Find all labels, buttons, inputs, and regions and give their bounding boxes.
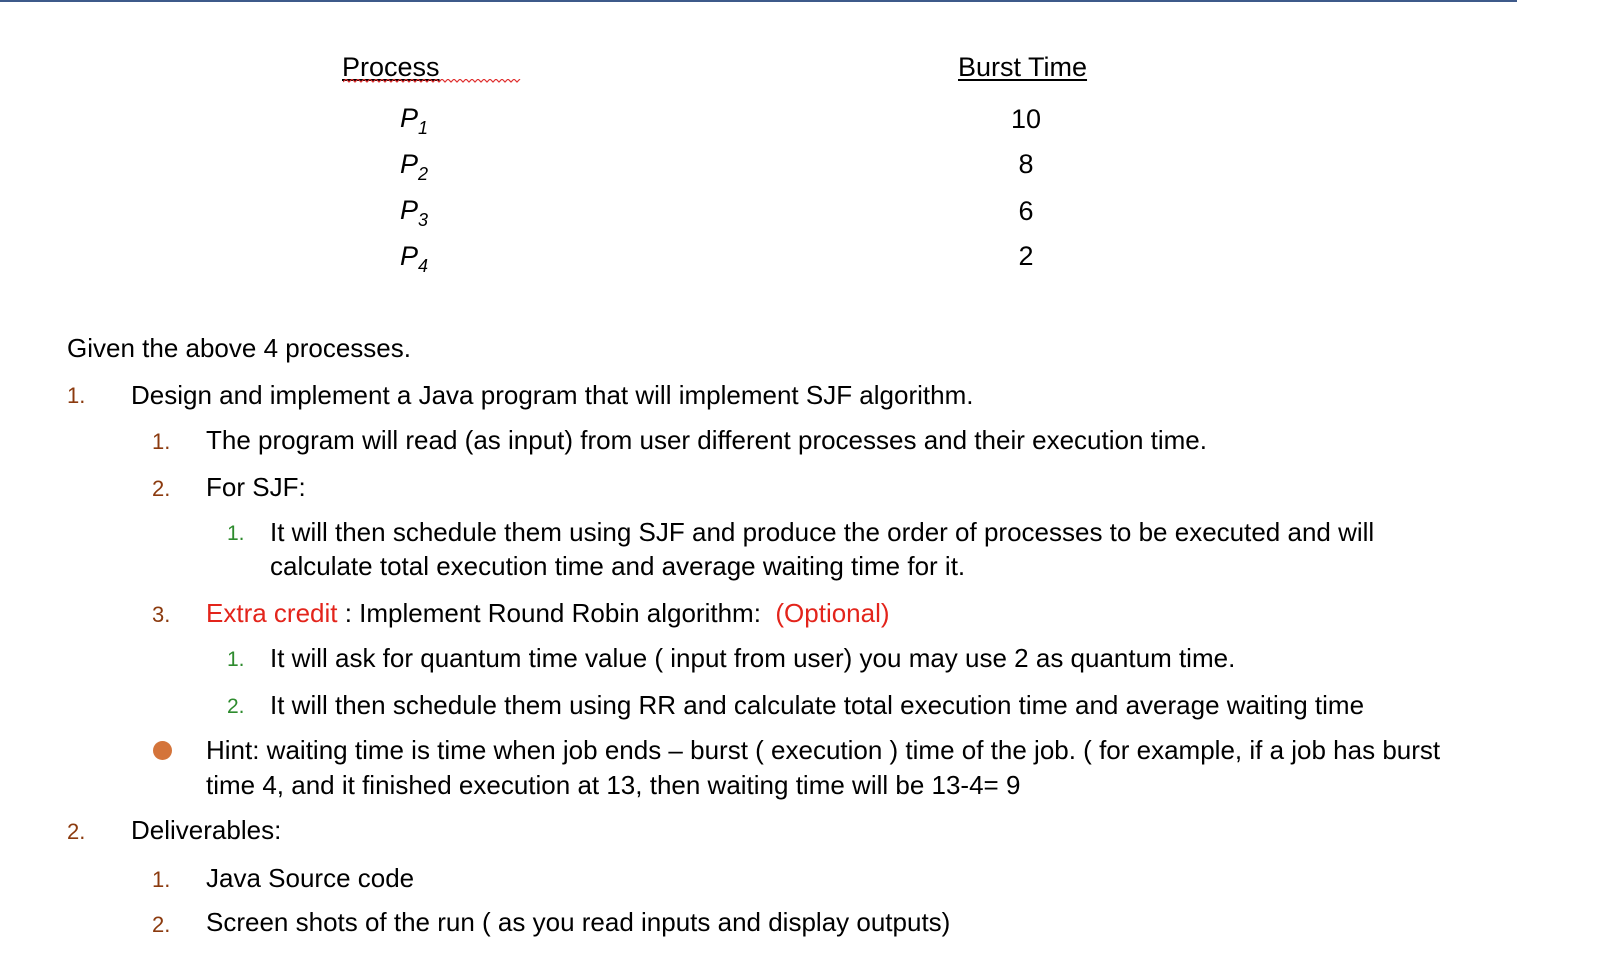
rr-sub2-number: 2. — [227, 695, 245, 718]
burst-p1: 10 — [1010, 104, 1042, 134]
item1-sub1-text: The program will read (as input) from user different processes and their execution time. — [206, 425, 1207, 455]
item1-sub1-number: 1. — [152, 429, 171, 454]
sjf-sub1-line1: It will then schedule them using SJF and produce the order of processes to be executed and will — [270, 517, 1375, 547]
optional-label: (Optional) — [775, 598, 890, 628]
item2-sub1-number: 1. — [152, 867, 171, 892]
top-divider — [0, 0, 1517, 2]
burst-p2: 8 — [1018, 149, 1034, 179]
hint-bullet-icon — [153, 741, 172, 760]
rr-sub1-number: 1. — [227, 648, 245, 671]
rr-sub2-text: It will then schedule them using RR and calculate total execution time and average waiting time — [270, 690, 1365, 720]
spellcheck-squiggle — [343, 79, 521, 85]
item1-sub3-line — [206, 598, 890, 629]
item1-sub3-number: 3. — [152, 602, 171, 627]
sjf-sub1-line2: calculate total execution time and average waiting time for it. — [270, 551, 966, 581]
item2-sub2-number: 2. — [152, 912, 171, 937]
process-p1: $P_1$ — [400, 103, 429, 138]
item1-sub2-number: 2. — [152, 476, 171, 501]
item2-number: 2. — [67, 819, 86, 844]
item2-sub2-text: Screen shots of the run ( as you read inputs and display outputs) — [206, 907, 951, 937]
burst-p3: 6 — [1018, 196, 1034, 226]
item1-number: 1. — [67, 383, 86, 408]
round-robin-text: : Implement Round Robin algorithm: — [337, 598, 776, 628]
sjf-sub1-number: 1. — [227, 522, 245, 545]
header-process: Process — [342, 52, 440, 82]
item2-sub1-text: Java Source code — [206, 863, 415, 893]
item1-sub2-text: For SJF: — [206, 472, 306, 502]
process-p2: $P_2$ — [400, 149, 429, 184]
header-burst-time: Burst Time — [958, 52, 1088, 82]
extra-credit-label: Extra credit — [206, 598, 338, 628]
process-p3: $P_3$ — [400, 195, 429, 230]
item2-text: Deliverables: — [131, 815, 282, 845]
hint-line2: time 4, and it finished execution at 13, then waiting time will be 13-4= 9 — [206, 770, 1021, 800]
intro-text: Given the above 4 processes. — [67, 333, 411, 363]
hint-line1: Hint: waiting time is time when job ends – burst ( execution ) time of the job. ( for example, if a job has burst — [206, 735, 1441, 765]
rr-sub1-text: It will ask for quantum time value ( input from user) you may use 2 as quantum time. — [270, 643, 1236, 673]
process-p4: $P_4$ — [400, 241, 429, 276]
burst-p4: 2 — [1018, 241, 1034, 271]
item1-text: Design and implement a Java program that will implement SJF algorithm. — [131, 380, 974, 410]
